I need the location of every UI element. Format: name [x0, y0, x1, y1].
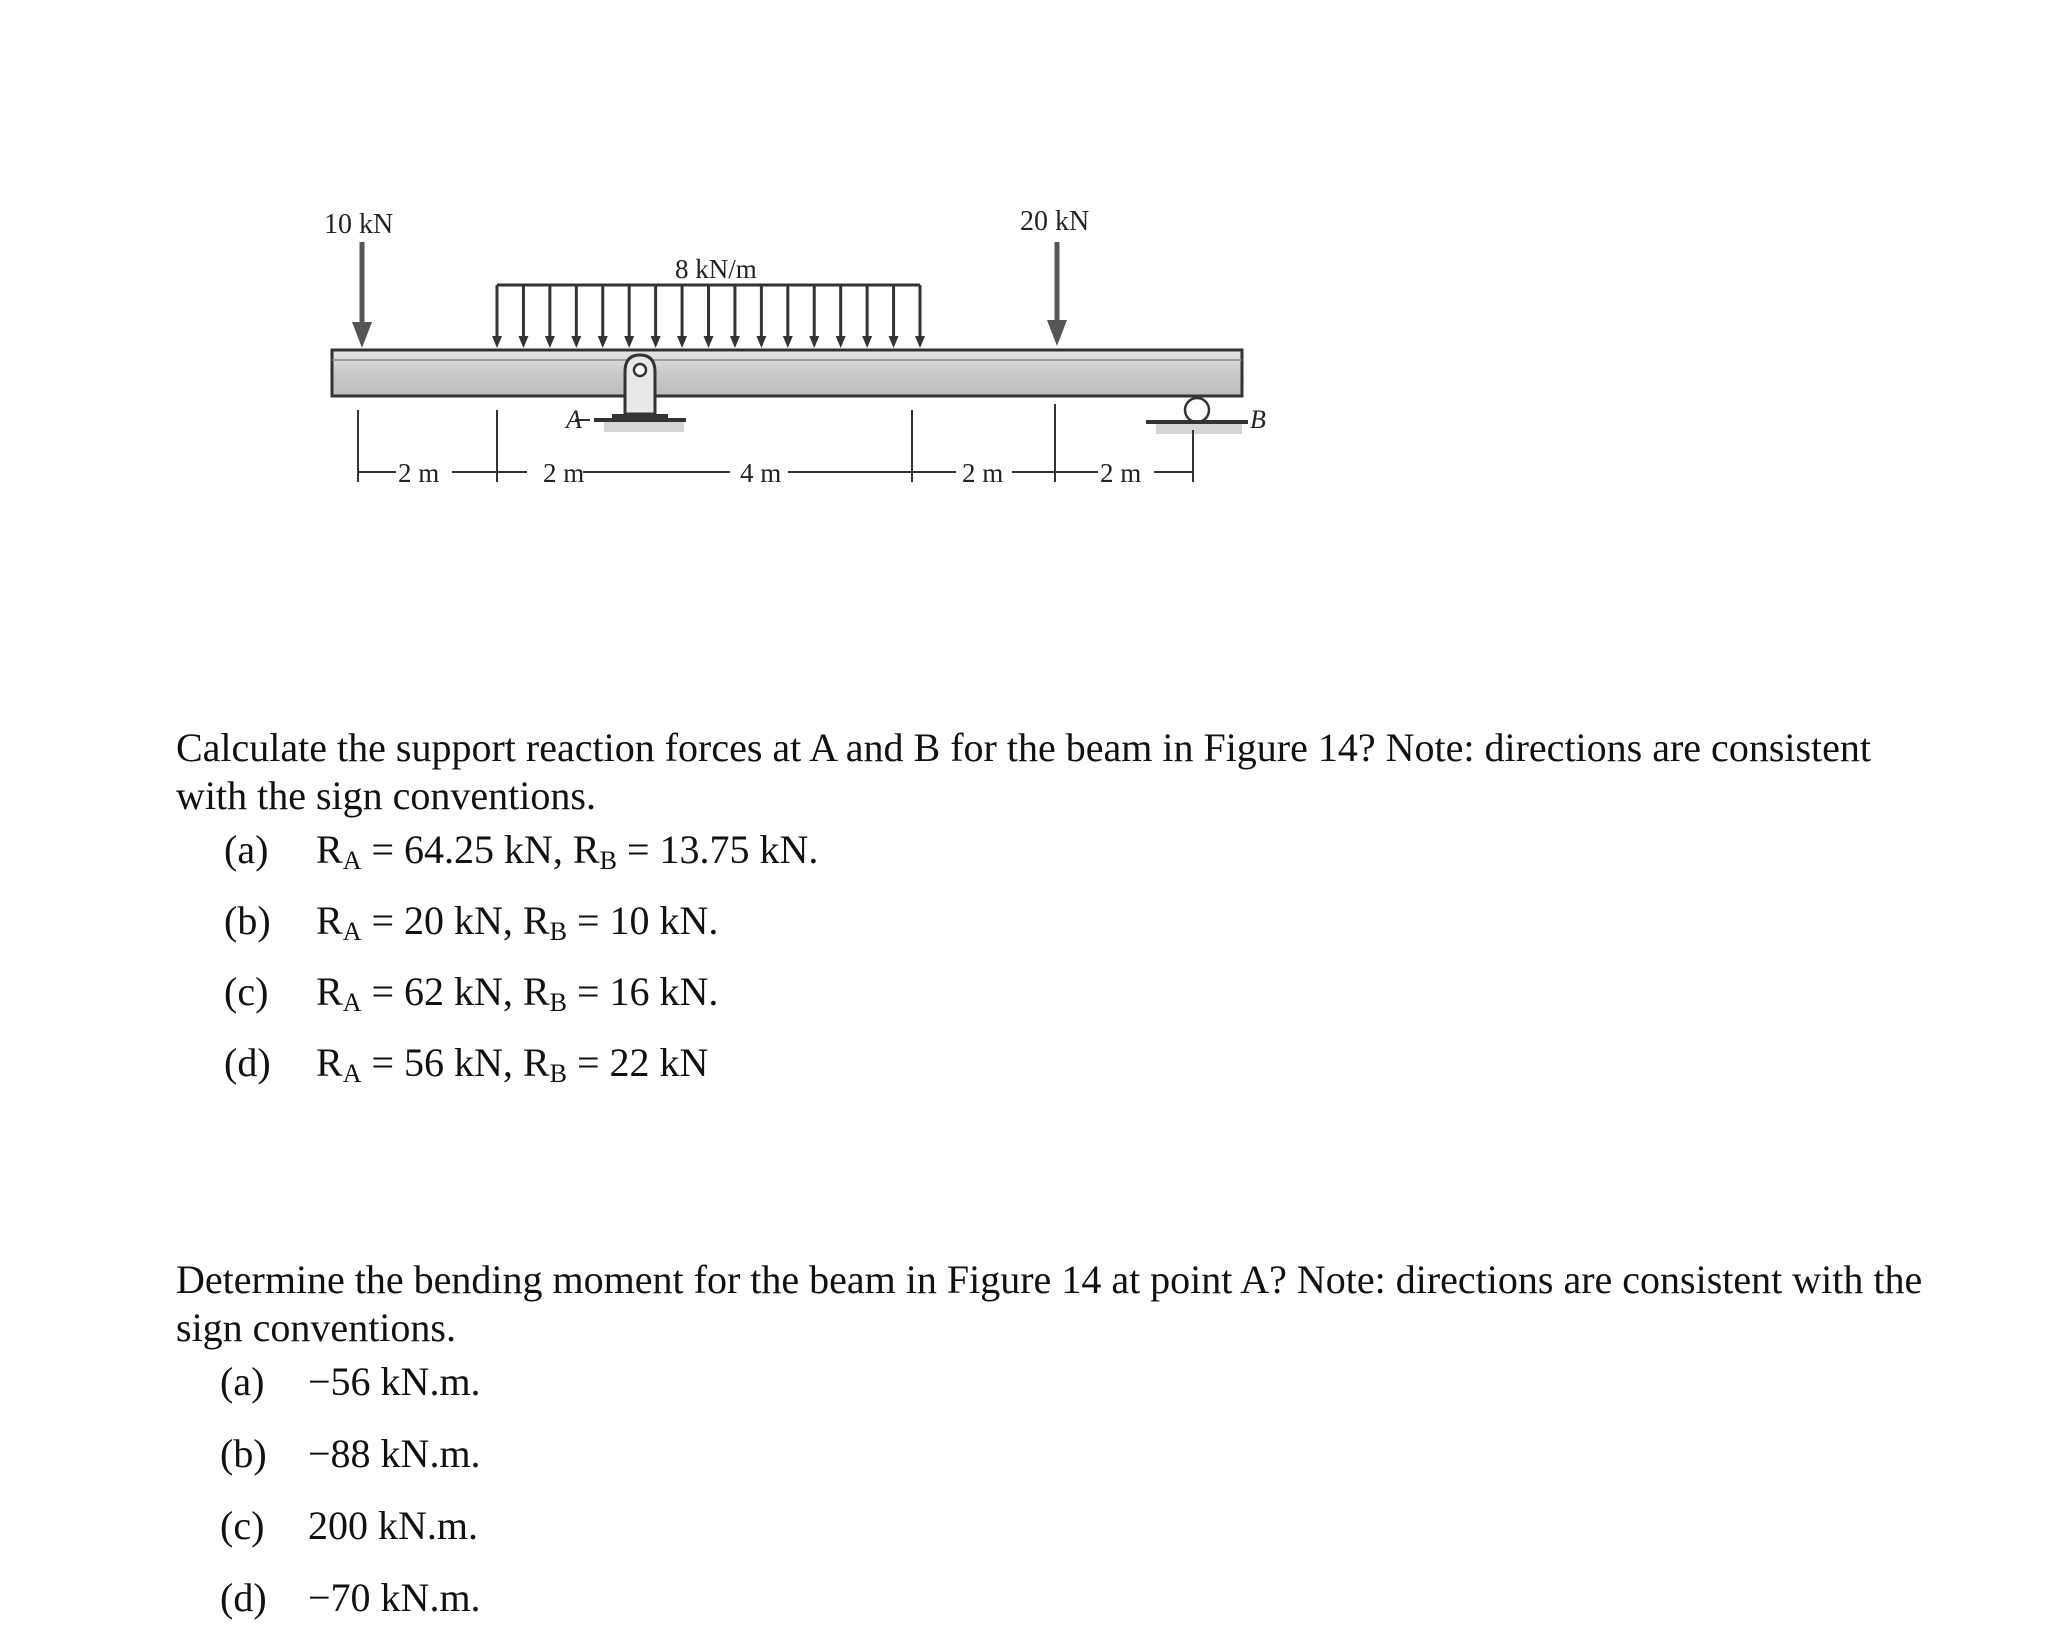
- answer-option[interactable]: [176, 1039, 1936, 1110]
- udl-arrowhead: [915, 336, 925, 348]
- beam-figure: [0, 0, 2046, 560]
- udl-arrowhead: [492, 336, 502, 348]
- distributed-load: [492, 285, 925, 348]
- udl-arrowhead: [598, 336, 608, 348]
- answer-option[interactable]: [176, 1502, 1936, 1574]
- udl-arrowhead: [836, 336, 846, 348]
- option-text: $R_A = 64.25$ kN, $R_B = 13.75$ kN.: [316, 827, 819, 875]
- option-text: −70 kN.m.: [308, 1575, 481, 1620]
- option-letter: (a): [220, 1359, 265, 1404]
- point-load-20kn-arrow: [1047, 242, 1067, 346]
- udl-arrowhead: [783, 336, 793, 348]
- option-text: −88 kN.m.: [308, 1431, 481, 1476]
- question-2: [176, 1256, 1936, 1646]
- option-text: −56 kN.m.: [308, 1359, 481, 1404]
- udl-arrowhead: [704, 336, 714, 348]
- option-text: $R_A = 56$ kN, $R_B = 22$ kN: [316, 1040, 709, 1088]
- udl-arrowhead: [862, 336, 872, 348]
- roller-support-b: [1146, 398, 1248, 434]
- option-letter: (c): [220, 1503, 265, 1548]
- support-b-label: B: [1250, 405, 1266, 434]
- udl-arrowhead: [651, 336, 661, 348]
- dimension-label: 2 m: [962, 458, 1004, 488]
- udl-arrowhead: [677, 336, 687, 348]
- answer-option[interactable]: [176, 897, 1936, 968]
- option-text: $R_A = 62$ kN, $R_B = 16$ kN.: [316, 969, 719, 1017]
- point-load-10kn-arrow: [352, 242, 372, 348]
- answer-option[interactable]: [176, 968, 1936, 1039]
- answer-option[interactable]: [176, 1430, 1936, 1502]
- option-letter: (d): [224, 1040, 271, 1085]
- dimension-label: 2 m: [398, 458, 440, 488]
- option-letter: (b): [220, 1431, 267, 1476]
- option-letter: (a): [224, 827, 269, 872]
- option-letter: (b): [224, 898, 271, 943]
- answer-option[interactable]: [176, 826, 1936, 897]
- option-text: 200 kN.m.: [308, 1503, 478, 1548]
- support-a-label: A: [566, 405, 582, 434]
- udl-arrowhead: [809, 336, 819, 348]
- load-20kn-label: 20 kN: [1020, 206, 1090, 237]
- option-text: $R_A = 20$ kN, $R_B = 10$ kN.: [316, 898, 719, 946]
- udl-arrowhead: [624, 336, 634, 348]
- udl-arrowhead: [518, 336, 528, 348]
- dimension-label: 2 m: [543, 458, 585, 488]
- load-10kn-label: 10 kN: [324, 209, 394, 240]
- udl-arrowhead: [889, 336, 899, 348]
- dimension-label: 4 m: [740, 458, 782, 488]
- udl-arrowhead: [571, 336, 581, 348]
- question-1: [176, 724, 1936, 1110]
- question-2-text: Determine the bending moment for the beam in Figure 14 at point A? Note: directions are consistent with the sign conventions.: [176, 1257, 1923, 1350]
- question-1-text: Calculate the support reaction forces at A and B for the beam in Figure 14? Note: directions are consistent with the sign conventions.: [176, 725, 1872, 818]
- option-letter: (c): [224, 969, 269, 1014]
- question-2-options: [176, 1358, 1936, 1646]
- answer-option[interactable]: [176, 1358, 1936, 1430]
- udl-arrowhead: [545, 336, 555, 348]
- udl-arrowhead: [756, 336, 766, 348]
- dimension-label: 2 m: [1100, 458, 1142, 488]
- distributed-load-label: 8 kN/m: [675, 254, 757, 284]
- beam: [332, 350, 1242, 396]
- answer-option[interactable]: [176, 1574, 1936, 1646]
- option-letter: (d): [220, 1575, 267, 1620]
- udl-arrowhead: [730, 336, 740, 348]
- question-1-options: [176, 826, 1936, 1110]
